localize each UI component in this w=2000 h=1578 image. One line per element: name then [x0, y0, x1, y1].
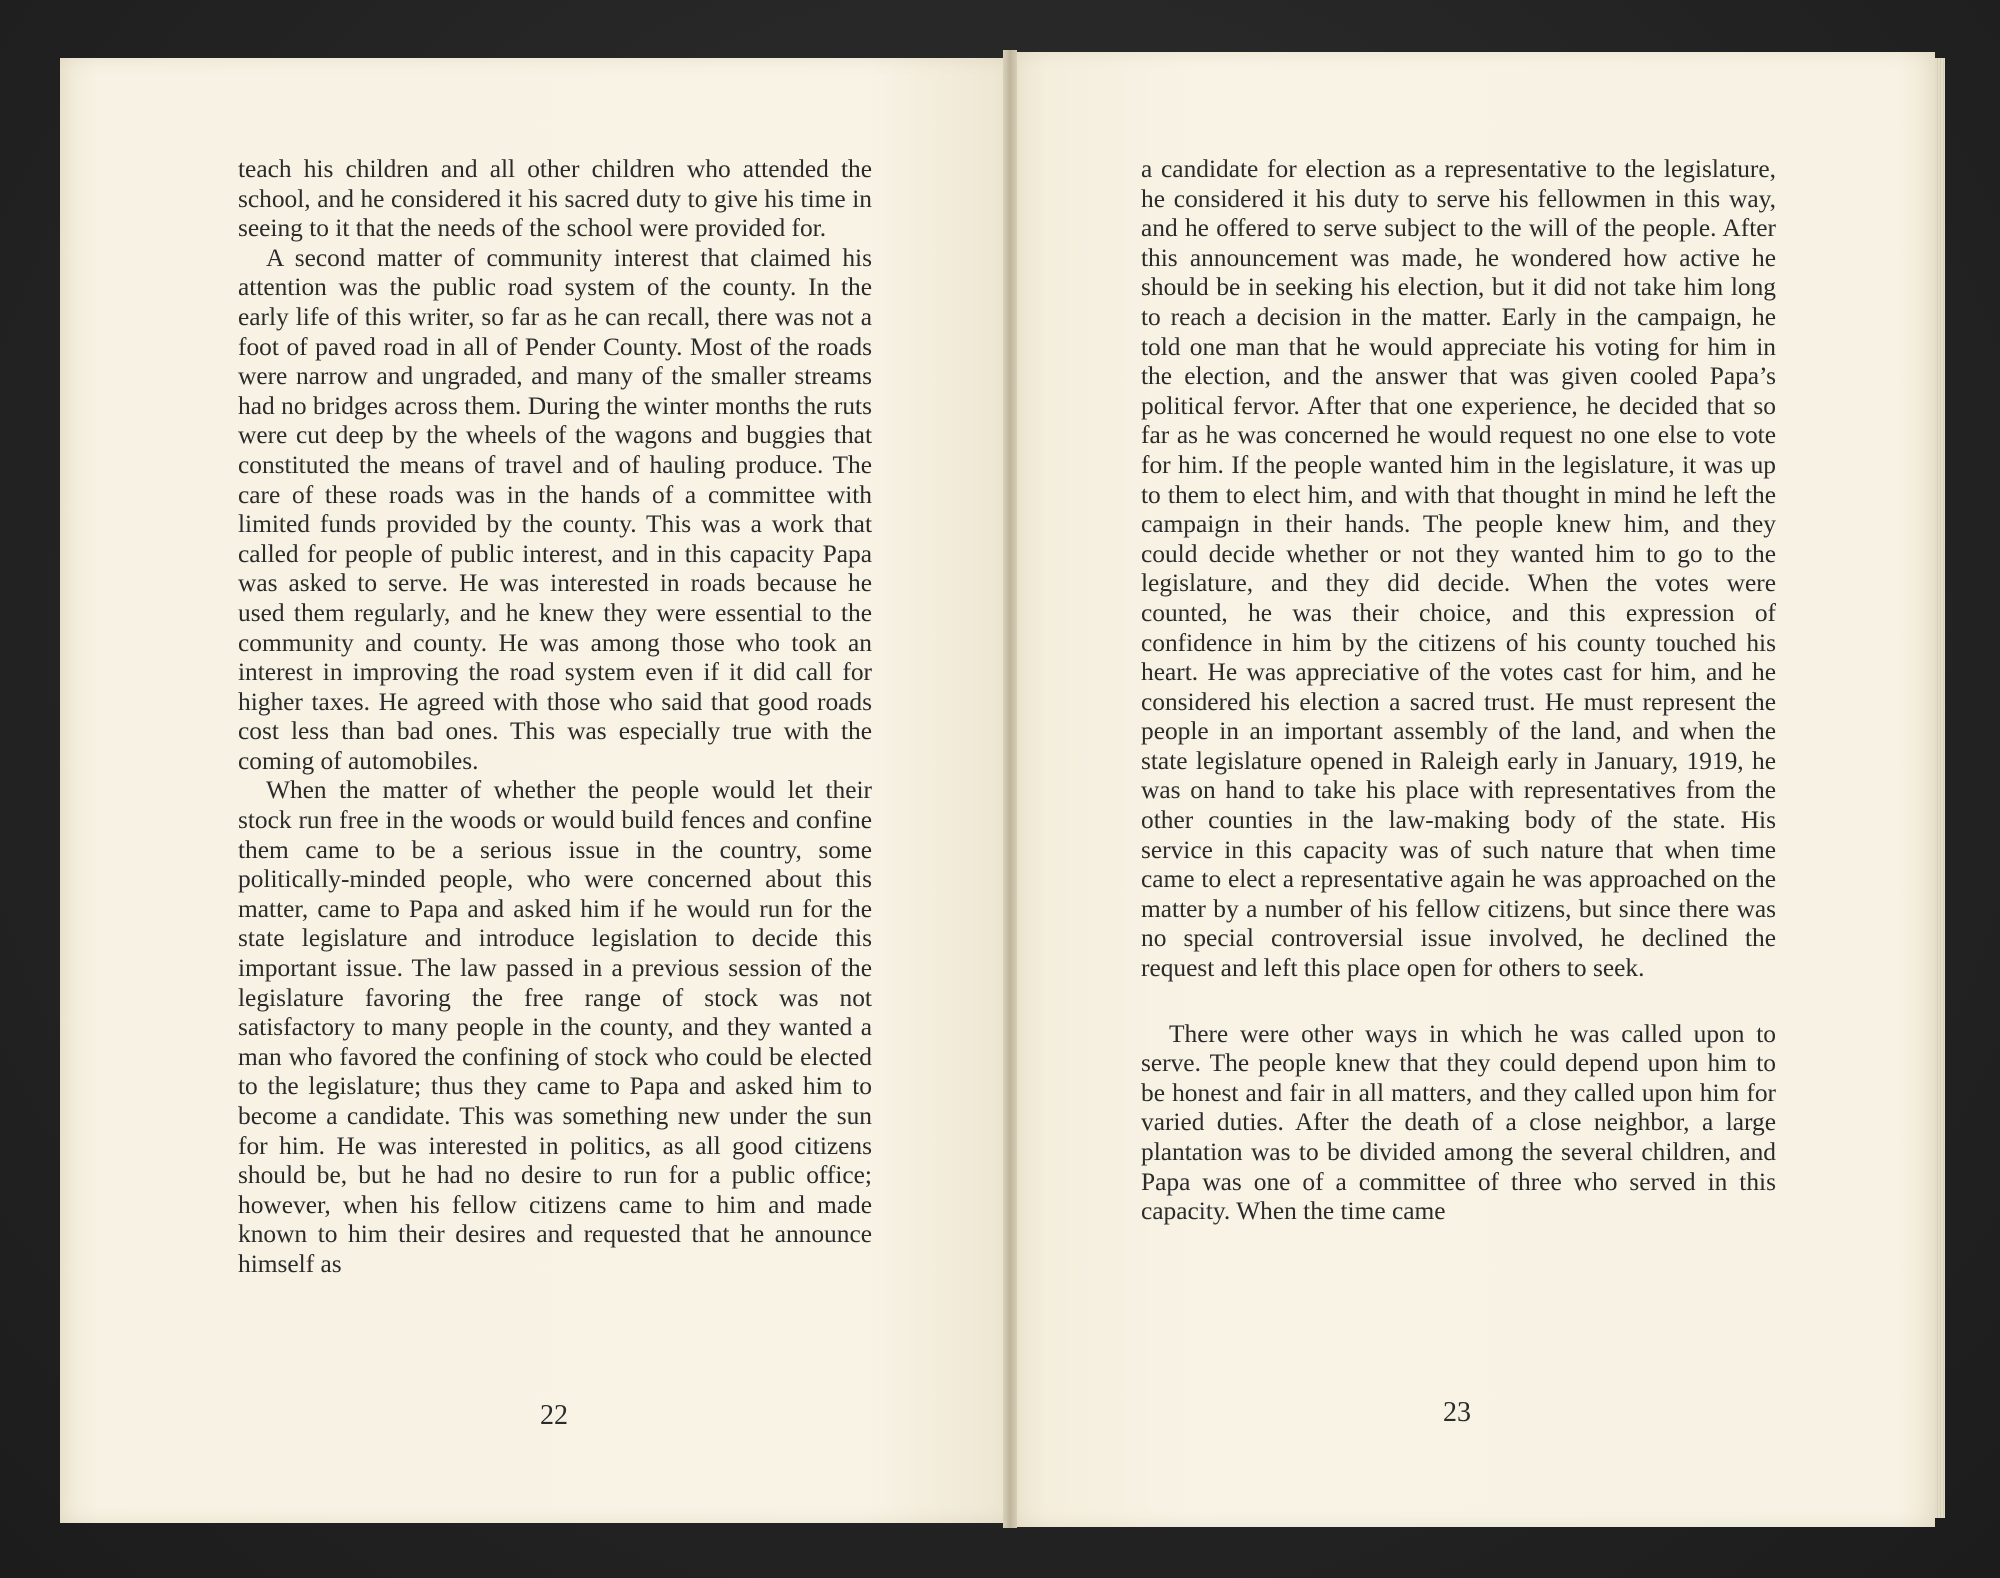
paragraph-gap — [1141, 984, 1776, 1020]
page-edges — [1935, 58, 1945, 1518]
left-paragraph-3: When the matter of whether the people would let their stock run free in the woods or would build fences and confine them came to be a serious issue in the country, some politically-minded people, who were concerned about this matter, came to Papa and asked him if he would run for the state legislature and introduce legislation to decide this important issue. The law passed in a previous session of the legislature favoring the free range of stock was not satisfactory to many people in the county, and they wanted a man who favored the confining of stock who could be elected to the legislature; thus they came to Papa and asked him to become a candidate. This was something new under the sun for him. He was interested in politics, as all good citizens should be, but he had no desire to run for a public office; however, when his fellow citizens came to him and made known to him their desires and requested that he announce himself as — [238, 776, 872, 1278]
right-paragraph-2: There were other ways in which he was called upon to serve. The people knew that they could depend upon him to be honest and fair in all matters, and they called upon him for varied duties. After the death of a close neighbor, a large plantation was to be divided among the several children, and Papa was one of a committee of three who served in this capacity. When the time came — [1141, 1019, 1776, 1226]
right-page-body — [1141, 155, 1776, 1227]
book-spine — [1003, 50, 1017, 1528]
page-number-right: 23 — [1443, 1397, 1471, 1428]
left-paragraph-2: A second matter of community interest that claimed his attention was the public road system of the county. In the early life of this writer, so far as he can recall, there was not a foot of paved road in all of Pender County. Most of the roads were narrow and ungraded, and many of the smaller streams had no bridges across them. During the winter months the ruts were cut deep by the wheels of the wagons and buggies that constituted the means of travel and of hauling produce. The care of these roads was in the hands of a committee with limited funds provided by the county. This was a work that called for people of public interest, and in this capacity Papa was asked to serve. He was interested in roads because he used them regularly, and he knew they were essential to the community and county. He was among those who took an interest in improving the road system even if it did call for higher taxes. He agreed with those who said that good roads cost less than bad ones. This was especially true with the coming of automobiles. — [238, 243, 872, 775]
left-page-body — [238, 155, 872, 1280]
page-number-left: 22 — [540, 1400, 568, 1431]
left-paragraph-1: teach his children and all other children who attended the school, and he considered it his sacred duty to give his time in seeing to it that the needs of the school were provided for. — [238, 155, 872, 243]
right-paragraph-1: a candidate for election as a representative to the legislature, he considered it his duty to serve his fellowmen in this way, and he offered to serve subject to the will of the people. After this announcement was made, he wondered how active he should be in seeking his election, but it did not take him long to reach a decision in the matter. Early in the campaign, he told one man that he would appreciate his voting for him in the election, and the answer that was given cooled Papa’s political fervor. After that one experience, he decided that so far as he was concerned he would request no one else to vote for him. If the people wanted him in the legislature, it was up to them to elect him, and with that thought in mind he left the campaign in their hands. The people knew him, and they could decide whether or not they wanted him to go to the legislature, and they did decide. When the votes were counted, he was their choice, and this expression of confidence in him by the citizens of his county touched his heart. He was appreciative of the votes cast for him, and he considered his election a sacred trust. He must represent the people in an important assembly of the land, and when the state legislature opened in Raleigh early in January, 1919, he was on hand to take his place with representatives from the other counties in the law-making body of the state. His service in this capacity was of such nature that when time came to elect a representative again he was approached on the matter by a number of his fellow citizens, but since there was no special controversial issue involved, he declined the request and left this place open for others to seek. — [1141, 155, 1776, 983]
